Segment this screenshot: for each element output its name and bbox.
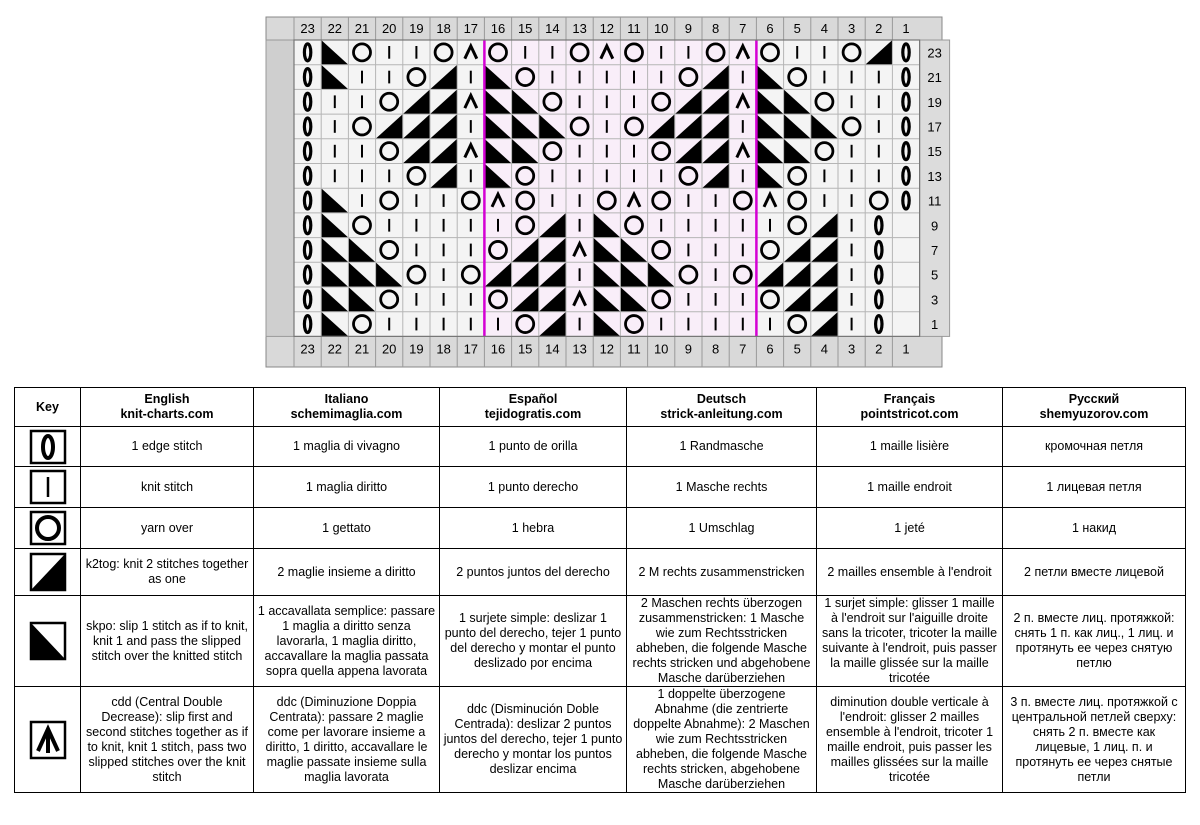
key-cell: 1 jeté (817, 508, 1003, 549)
key-table (14, 387, 1186, 793)
row-label: 1 (930, 317, 939, 333)
key-cell: 2 M rechts zusammenstricken (627, 549, 817, 596)
column-number-bottom: 7 (739, 341, 747, 357)
column-number-top: 1 (902, 21, 910, 36)
column-number-top: 10 (653, 21, 669, 36)
column-number-top: 3 (847, 21, 856, 36)
lang-header-russian (1003, 388, 1186, 427)
key-cell: skpo: slip 1 stitch as if to knit, knit 1 and pass the slipped stitch over the knitted stitch (81, 596, 254, 687)
key-cell: 1 maille endroit (817, 467, 1003, 508)
k2tog-icon (15, 549, 81, 596)
key-cell: 1 maglia di vivagno (254, 427, 440, 467)
key-cell: 1 лицевая петля (1003, 467, 1186, 508)
column-number-top: 23 (300, 21, 315, 36)
lang-name: Русский (1068, 392, 1120, 406)
lang-site: shemyuzorov.com (1039, 407, 1149, 421)
lang-site: strick-anleitung.com (660, 407, 783, 421)
knitting-chart (0, 0, 1200, 380)
key-cell: 1 накид (1003, 508, 1186, 549)
column-number-bottom: 14 (545, 341, 560, 357)
key-cell: 1 Umschlag (627, 508, 817, 549)
column-number-bottom: 20 (381, 341, 397, 357)
column-number-bottom: 2 (875, 341, 883, 357)
column-number-top: 13 (572, 21, 587, 36)
key-cell: 1 surjete simple: deslizar 1 punto del derecho, tejer 1 punto del derecho y montar el punto deslizado por encima (440, 596, 627, 687)
lang-name: Deutsch (696, 392, 747, 406)
column-number-bottom: 5 (793, 341, 801, 357)
column-number-bottom: 23 (300, 341, 315, 357)
knit-stitch-icon (15, 467, 81, 508)
column-number-top: 12 (599, 21, 615, 36)
column-number-bottom: 22 (327, 341, 343, 357)
key-cell: 1 gettato (254, 508, 440, 549)
key-cell: knit stitch (81, 467, 254, 508)
key-header-label: Key (15, 388, 81, 427)
row-label: 21 (927, 70, 942, 86)
column-number-top: 4 (820, 21, 829, 36)
column-number-top: 17 (463, 21, 479, 36)
row-label: 7 (930, 242, 939, 258)
column-number-bottom: 13 (572, 341, 587, 357)
lang-header-english (81, 388, 254, 427)
lang-site: pointstricot.com (860, 407, 959, 421)
row-label: 17 (927, 119, 942, 135)
row-label: 13 (927, 168, 942, 184)
column-number-bottom: 1 (902, 341, 910, 357)
column-number-bottom: 4 (820, 341, 829, 357)
key-cell: 3 п. вместе лиц. протяжкой с центральной петлей сверху: снять 2 п. вместе как лицевые, 1 лиц. п. и протянуть ее через снятые петли (1003, 687, 1186, 793)
row-label: 15 (927, 144, 942, 160)
column-number-bottom: 9 (684, 341, 693, 357)
column-number-bottom: 11 (627, 341, 641, 357)
column-number-top: 2 (875, 21, 883, 36)
chart-left-margin (266, 40, 294, 336)
column-number-bottom: 15 (517, 341, 533, 357)
column-number-bottom: 21 (354, 341, 370, 357)
key-cell: diminution double verticale à l'endroit: glisser 2 mailles ensemble à l'endroit, tricoter 1 maille endroit, puis passer les mailles glissées sur la maille tricotée (817, 687, 1003, 793)
cdd-icon (15, 687, 81, 793)
key-cell: cdd (Central Double Decrease): slip first and second stitches together as if to knit, knit 1 stitch, pass two slipped stitches over the knit stitch (81, 687, 254, 793)
row-label: 3 (930, 292, 939, 308)
row-label: 5 (930, 267, 939, 283)
key-cell: 2 п. вместе лиц. протяжкой: снять 1 п. как лиц., 1 лиц. и протянуть ее через снятую петлю (1003, 596, 1186, 687)
key-cell: 1 surjet simple: glisser 1 maille à l'endroit sur l'aiguille droite sans la tricoter, tricoter la maille suivante à l'endroit, puis passer la maille glissée sur la maille tricotée (817, 596, 1003, 687)
key-cell: 2 mailles ensemble à l'endroit (817, 549, 1003, 596)
key-row-skpo (15, 596, 1186, 687)
lang-site: knit-charts.com (120, 407, 214, 421)
key-cell: ddc (Diminuzione Doppia Centrata): passare 2 maglie come per lavorare insieme a diritto, 1 diritto, accavallare le maglie passate insieme sulla maglia lavorata (254, 687, 440, 793)
key-cell: 1 accavallata semplice: passare 1 maglia a diritto senza lavorarla, 1 maglia diritto, accavallare la maglia passata sopra quella appena lavorata (254, 596, 440, 687)
column-number-bottom: 16 (490, 341, 506, 357)
lang-header-francais (817, 388, 1003, 427)
key-header-row (15, 388, 1186, 427)
column-number-bottom: 12 (599, 341, 615, 357)
key-cell: 1 Masche rechts (627, 467, 817, 508)
column-number-bottom: 17 (463, 341, 479, 357)
column-number-bottom: 19 (409, 341, 424, 357)
column-number-top: 19 (409, 21, 424, 36)
key-cell: 1 maglia diritto (254, 467, 440, 508)
key-cell: 1 maille lisière (817, 427, 1003, 467)
lang-site: schemimaglia.com (290, 407, 403, 421)
lang-site: tejidogratis.com (484, 407, 582, 421)
lang-name: Italiano (324, 392, 369, 406)
lang-header-espanol (440, 388, 627, 427)
key-row-cdd (15, 687, 1186, 793)
column-number-bottom: 18 (436, 341, 451, 357)
row-label: 9 (930, 218, 939, 234)
column-number-top: 7 (739, 21, 747, 36)
column-number-top: 5 (793, 21, 801, 36)
key-cell: 1 punto derecho (440, 467, 627, 508)
column-number-top: 8 (711, 21, 720, 36)
column-number-top: 14 (545, 21, 560, 36)
lang-header-deutsch (627, 388, 817, 427)
key-cell: ddc (Disminución Doble Centrada): deslizar 2 puntos juntos del derecho, tejer 1 punto derecho y montar los puntos deslizar encima (440, 687, 627, 793)
key-cell: k2tog: knit 2 stitches together as one (81, 549, 254, 596)
column-number-top: 11 (627, 21, 641, 36)
column-number-top: 9 (684, 21, 693, 36)
column-number-top: 21 (354, 21, 370, 36)
lang-header-italiano (254, 388, 440, 427)
column-number-top: 6 (766, 21, 774, 36)
column-number-bottom: 3 (847, 341, 856, 357)
key-cell: 1 hebra (440, 508, 627, 549)
key-cell: кромочная петля (1003, 427, 1186, 467)
key-row-edge-stitch (15, 427, 1186, 467)
key-cell: 1 punto de orilla (440, 427, 627, 467)
column-number-bottom: 8 (711, 341, 720, 357)
key-cell: 1 Randmasche (627, 427, 817, 467)
skpo-icon (15, 596, 81, 687)
key-row-yarn-over (15, 508, 1186, 549)
key-row-knit-stitch (15, 467, 1186, 508)
key-cell: 2 maglie insieme a diritto (254, 549, 440, 596)
key-cell: 1 edge stitch (81, 427, 254, 467)
column-number-top: 18 (436, 21, 451, 36)
column-number-bottom: 10 (653, 341, 669, 357)
lang-name: Español (508, 392, 558, 406)
column-number-bottom: 6 (766, 341, 774, 357)
key-cell: 2 puntos juntos del derecho (440, 549, 627, 596)
column-number-top: 22 (327, 21, 343, 36)
row-label: 23 (927, 45, 942, 61)
yarn-over-icon (15, 508, 81, 549)
key-row-k2tog (15, 549, 1186, 596)
key-cell: 2 петли вместе лицевой (1003, 549, 1186, 596)
column-number-top: 15 (517, 21, 533, 36)
lang-name: English (144, 392, 190, 406)
column-number-top: 20 (381, 21, 397, 36)
column-number-top: 16 (490, 21, 506, 36)
lang-name: Français (883, 392, 936, 406)
row-label: 19 (927, 94, 942, 110)
row-label: 11 (927, 193, 942, 209)
key-cell: 2 Maschen rechts überzogen zusammenstricken: 1 Masche wie zum Rechtsstricken abheben, die folgende Masche rechts stricken und abgehobene Masche darüberziehen (627, 596, 817, 687)
edge-stitch-icon (15, 427, 81, 467)
key-cell: yarn over (81, 508, 254, 549)
key-cell: 1 doppelte überzogene Abnahme (die zentrierte doppelte Abnahme): 2 Maschen wie zum Rechtsstricken abheben, die folgende Masche rechts stricken, abgehobene Masche darüberziehen (627, 687, 817, 793)
